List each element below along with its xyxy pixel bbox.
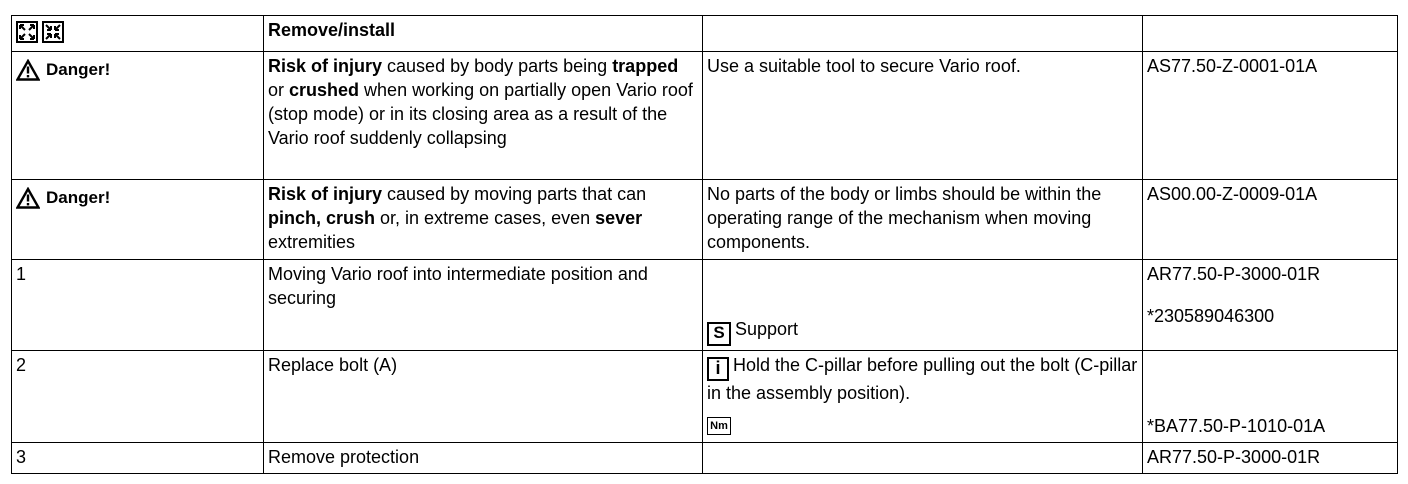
step-row (12, 351, 1398, 443)
step-text: Moving Vario roof into intermediate position and securing (264, 260, 703, 351)
document-reference: AS00.00-Z-0009-01A (1143, 180, 1398, 260)
procedure-table (11, 15, 1398, 474)
safety-measure: Use a suitable tool to secure Vario roof. (703, 52, 1143, 180)
danger-label: Danger! (46, 60, 111, 79)
step-note-cell (703, 351, 1143, 443)
special-tool-icon: S (707, 322, 731, 346)
step-note-cell (703, 260, 1143, 351)
step-text: Remove protection (264, 443, 703, 474)
info-note: Hold the C-pillar before pulling out the bolt (C-pillar in the assembly position). (707, 355, 1138, 403)
arrows-out-icon (16, 21, 38, 43)
header-empty-cell (1143, 16, 1398, 52)
document-reference: AR77.50-P-3000-01R (1147, 264, 1321, 284)
step-row (12, 260, 1398, 351)
step-text: Replace bolt (A) (264, 351, 703, 443)
document-reference-cell (1143, 260, 1398, 351)
document-reference: AR77.50-P-3000-01R (1143, 443, 1398, 474)
procedure-title: Remove/install (264, 16, 703, 52)
danger-label-cell (12, 52, 264, 180)
support-label: Support (735, 319, 799, 339)
step-number: 1 (12, 260, 264, 351)
tool-number: *230589046300 (1147, 306, 1275, 326)
warning-triangle-icon (16, 59, 40, 81)
safety-measure: No parts of the body or limbs should be within the operating range of the mechanism when moving components. (703, 180, 1143, 260)
danger-label-cell (12, 180, 264, 260)
document-reference: AS77.50-Z-0001-01A (1143, 52, 1398, 180)
step-row (12, 443, 1398, 474)
step-number: 2 (12, 351, 264, 443)
arrows-in-icon (42, 21, 64, 43)
torque-nm-icon: Nm (707, 417, 731, 435)
risk-description: Risk of injury caused by moving parts that can pinch, crush or, in extreme cases, even sever extremities (264, 180, 703, 260)
danger-label: Danger! (46, 188, 111, 207)
warning-triangle-icon (16, 187, 40, 209)
info-icon: i (707, 357, 729, 381)
step-empty-cell (703, 443, 1143, 474)
risk-description: Risk of injury caused by body parts being trapped or crushed when working on partially open Vario roof (stop mode) or in its closing area as a result of the Vario roof suddenly collapsing (264, 52, 703, 180)
danger-row (12, 52, 1398, 180)
danger-row (12, 180, 1398, 260)
document-reference: *BA77.50-P-1010-01A (1143, 351, 1398, 443)
header-empty-cell (703, 16, 1143, 52)
step-number: 3 (12, 443, 264, 474)
table-header-row (12, 16, 1398, 52)
header-icons-cell (12, 16, 264, 52)
